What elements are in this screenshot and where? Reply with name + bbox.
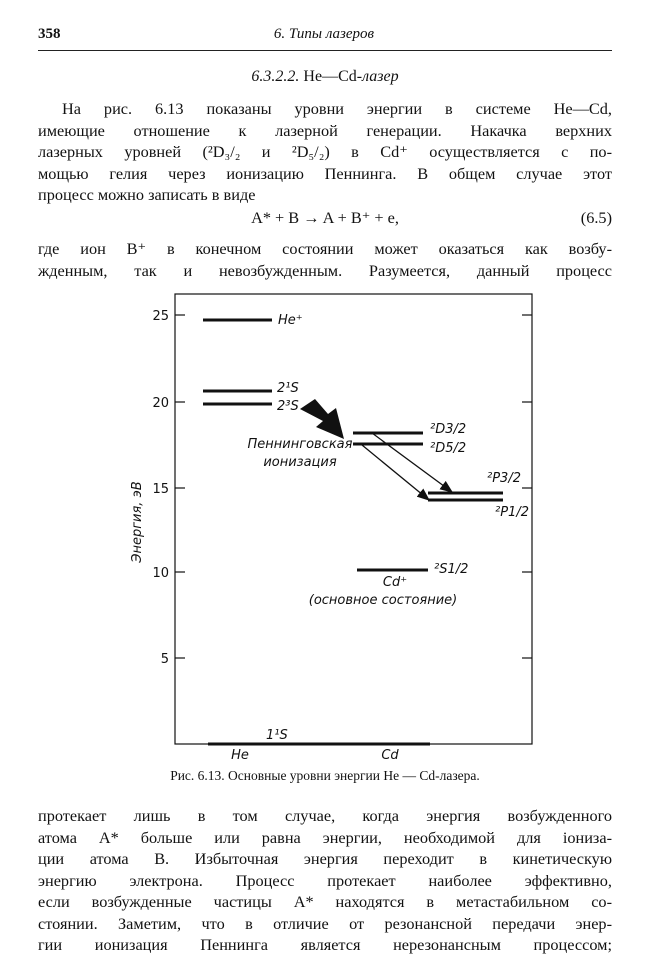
text-line: где ион B⁺ в конечном состоянии может оказаться как возбу- [38, 239, 612, 258]
transition-arrow-d52-p12 [362, 445, 429, 500]
paragraph-ion [38, 238, 612, 281]
text-line: протекает лишь в том случае, когда энергия возбужденного [38, 806, 612, 825]
label-he-ground: 1¹S [266, 728, 288, 743]
text-line: лазерных уровней (²D₃/₂ и ²D₅/₂) в Cd⁺ осуществляется с по- [38, 142, 612, 161]
y-axis-label: Энергия, эВ [130, 481, 145, 563]
penning-arrow-icon [300, 399, 344, 439]
text-line: ции атома B. Избыточная энергия переходит в кинетическую [38, 849, 612, 868]
equation-number: (6.5) [580, 208, 612, 227]
paragraph-conclusion [38, 805, 612, 956]
equation-6-5 [38, 208, 612, 230]
text-line: если возбужденные частицы A* находятся в метастабильном со- [38, 892, 612, 911]
page-header [38, 26, 610, 48]
label-he-ion: He⁺ [278, 313, 303, 328]
penning-label-line1: Пеннинговская [247, 437, 353, 452]
text-line: имеющие отношение к лазерной генерации. Накачка верхних [38, 120, 612, 140]
text-line: На рис. 6.13 показаны уровни энергии в системе He—Cd, [62, 99, 612, 118]
section-title [0, 68, 650, 86]
penning-label-line2: ионизация [263, 455, 337, 470]
label-cd-p32: ²P3/2 [487, 471, 521, 486]
text-line: гии ионизация Пеннинга является нерезонансным процессом; [38, 935, 612, 954]
plot-frame [175, 294, 532, 744]
y-tick-label: 20 [152, 396, 169, 411]
paragraph-intro [38, 98, 612, 206]
text-line: стоянии. Заметим, что в отличие от резонансной передачи энер- [38, 913, 612, 933]
energy-level-diagram [0, 282, 650, 762]
text-line: жденным, так и невозбужденным. Разумеется, данный процесс [38, 260, 612, 280]
y-tick-label: 15 [152, 482, 169, 497]
text-line: энергию электрона. Процесс протекает наиболее эффективно, [38, 870, 612, 890]
label-cd-ion: Cd⁺ [382, 575, 408, 590]
label-cd-s12: ²S1/2 [434, 562, 469, 577]
text-line: мощью гелия через ионизацию Пеннинга. В общем случае этот [38, 163, 612, 183]
x-label-cd: Cd [381, 748, 399, 762]
label-ground-state: (основное состояние) [308, 593, 458, 608]
label-cd-d52: ²D5/2 [430, 441, 467, 456]
y-tick-label: 10 [152, 566, 169, 581]
header-rule [38, 50, 612, 51]
running-title: 6. Типы лазеров [273, 26, 375, 42]
section-suffix: -лазер [356, 68, 399, 85]
label-he-singlet: 2¹S [277, 381, 299, 396]
label-cd-p12: ²P1/2 [495, 505, 529, 520]
y-tick-label: 5 [160, 652, 169, 667]
text-line: процесс можно записать в виде [38, 185, 256, 204]
y-tick-label: 25 [152, 309, 169, 324]
label-cd-d32: ²D3/2 [430, 422, 467, 437]
page-number: 358 [38, 26, 61, 42]
section-number: 6.3.2.2. [251, 68, 300, 85]
equation-formula: A* + B → A + B⁺ + e, [251, 208, 399, 227]
text-line: атома A* больше или равна энергии, необходимой для ioниза- [38, 827, 612, 847]
label-he-triplet: 2³S [277, 399, 299, 414]
figure-caption: Рис. 6.13. Основные уровни энергии He — Cd-лазера. [170, 768, 480, 783]
section-name: He—Cd [303, 68, 357, 85]
x-label-he: He [231, 748, 249, 762]
